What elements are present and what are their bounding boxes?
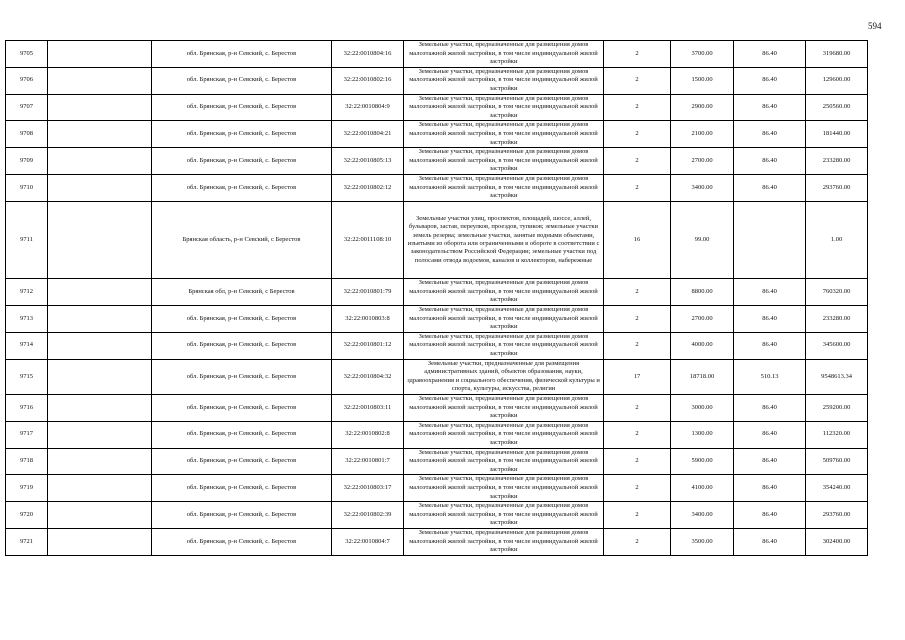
row-number-cell: 9714 [6,332,48,359]
table-row [6,421,868,448]
group-cell: 2 [604,529,671,556]
address-cell: обл. Брянская, р-н Севский, с. Берестов [152,67,332,94]
row-number-cell: 9707 [6,94,48,121]
cadastral-value-cell: 760320.00 [806,279,868,306]
blank-cell [48,421,152,448]
table-row [6,67,868,94]
address-cell: обл. Брянская, р-н Севский, с. Берестов [152,94,332,121]
address-cell: Брянская обл, р-н Севский, с Берестов [152,279,332,306]
blank-cell [48,306,152,333]
blank-cell [48,174,152,201]
table-row [6,201,868,279]
area-cell: 5900.00 [671,448,734,475]
rate-cell: 86.40 [734,148,806,175]
land-purpose-cell: Земельные участки, предназначенные для размещения домов малоэтажной жилой застройки, в том числе индивидуальной жилой застройки [404,121,604,148]
address-cell: обл. Брянская, р-н Севский, с. Берестов [152,121,332,148]
rate-cell [734,201,806,279]
blank-cell [48,332,152,359]
cadastral-number-cell: 32:22:0010801:12 [332,332,404,359]
cadastral-number-cell: 32:22:0010802:12 [332,174,404,201]
area-cell: 8800.00 [671,279,734,306]
cadastral-number-cell: 32:22:0010802:8 [332,421,404,448]
group-cell: 16 [604,201,671,279]
blank-cell [48,395,152,422]
area-cell: 2900.00 [671,94,734,121]
row-number-cell: 9716 [6,395,48,422]
table-row [6,529,868,556]
table-row [6,475,868,502]
cadastral-number-cell: 32:22:0011108:10 [332,201,404,279]
row-number-cell: 9711 [6,201,48,279]
cadastral-value-cell: 129600.00 [806,67,868,94]
row-number-cell: 9712 [6,279,48,306]
row-number-cell: 9720 [6,502,48,529]
address-cell: Брянская область, р-н Севский, с Берестов [152,201,332,279]
area-cell: 2700.00 [671,306,734,333]
group-cell: 2 [604,502,671,529]
rate-cell: 86.40 [734,332,806,359]
area-cell: 4100.00 [671,475,734,502]
blank-cell [48,475,152,502]
cadastral-number-cell: 32:22:0010804:21 [332,121,404,148]
blank-cell [48,148,152,175]
cadastral-value-cell: 293760.00 [806,174,868,201]
area-cell: 1300.00 [671,421,734,448]
cadastral-number-cell: 32:22:0010804:7 [332,529,404,556]
cadastral-value-cell: 9548613.34 [806,359,868,394]
table-row [6,306,868,333]
cadastral-number-cell: 32:22:0010802:39 [332,502,404,529]
address-cell: обл. Брянская, р-н Севский, с. Берестов [152,502,332,529]
blank-cell [48,121,152,148]
address-cell: обл. Брянская, р-н Севский, с. Берестов [152,529,332,556]
cadastral-value-cell: 181440.00 [806,121,868,148]
address-cell: обл. Брянская, р-н Севский, с. Берестов [152,475,332,502]
table-row [6,448,868,475]
blank-cell [48,448,152,475]
rate-cell: 86.40 [734,174,806,201]
cadastral-value-cell: 509760.00 [806,448,868,475]
group-cell: 2 [604,475,671,502]
blank-cell [48,359,152,394]
land-purpose-cell: Земельные участки, предназначенные для размещения домов малоэтажной жилой застройки, в том числе индивидуальной жилой застройки [404,174,604,201]
table-row [6,121,868,148]
address-cell: обл. Брянская, р-н Севский, с. Берестов [152,359,332,394]
area-cell: 3700.00 [671,41,734,68]
land-purpose-cell: Земельные участки, предназначенные для размещения домов малоэтажной жилой застройки, в том числе индивидуальной жилой застройки [404,332,604,359]
address-cell: обл. Брянская, р-н Севский, с. Берестов [152,41,332,68]
cadastral-value-cell: 354240.00 [806,475,868,502]
cadastral-value-cell: 233280.00 [806,148,868,175]
rate-cell: 86.40 [734,41,806,68]
table-row [6,41,868,68]
table-row [6,148,868,175]
area-cell: 3500.00 [671,529,734,556]
land-purpose-cell: Земельные участки, предназначенные для размещения домов малоэтажной жилой застройки, в том числе индивидуальной жилой застройки [404,502,604,529]
address-cell: обл. Брянская, р-н Севский, с. Берестов [152,306,332,333]
table-row [6,174,868,201]
rate-cell: 86.40 [734,121,806,148]
group-cell: 2 [604,67,671,94]
group-cell: 2 [604,395,671,422]
cadastral-number-cell: 32:22:0010803:8 [332,306,404,333]
cadastral-value-table [5,40,868,556]
table-row [6,502,868,529]
land-purpose-cell: Земельные участки, предназначенные для размещения домов малоэтажной жилой застройки, в том числе индивидуальной жилой застройки [404,395,604,422]
table-row [6,94,868,121]
area-cell: 2100.00 [671,121,734,148]
cadastral-value-cell: 1.00 [806,201,868,279]
rate-cell: 86.40 [734,67,806,94]
land-purpose-cell: Земельные участки, предназначенные для размещения домов малоэтажной жилой застройки, в том числе индивидуальной жилой застройки [404,67,604,94]
blank-cell [48,201,152,279]
table-body [6,41,868,556]
group-cell: 2 [604,121,671,148]
land-purpose-cell: Земельные участки, предназначенные для размещения домов малоэтажной жилой застройки, в том числе индивидуальной жилой застройки [404,529,604,556]
blank-cell [48,279,152,306]
address-cell: обл. Брянская, р-н Севский, с. Берестов [152,421,332,448]
cadastral-number-cell: 32:22:0010804:9 [332,94,404,121]
page-number: 594 [868,21,882,31]
row-number-cell: 9706 [6,67,48,94]
land-purpose-cell: Земельные участки, предназначенные для размещения домов малоэтажной жилой застройки, в том числе индивидуальной жилой застройки [404,148,604,175]
cadastral-value-cell: 112320.00 [806,421,868,448]
area-cell: 3400.00 [671,174,734,201]
area-cell: 3400.00 [671,502,734,529]
cadastral-value-cell: 250560.00 [806,94,868,121]
rate-cell: 86.40 [734,94,806,121]
group-cell: 2 [604,41,671,68]
group-cell: 2 [604,448,671,475]
land-purpose-cell: Земельные участки, предназначенные для размещения домов малоэтажной жилой застройки, в том числе индивидуальной жилой застройки [404,475,604,502]
address-cell: обл. Брянская, р-н Севский, с. Берестов [152,148,332,175]
cadastral-number-cell: 32:22:0010801:7 [332,448,404,475]
row-number-cell: 9705 [6,41,48,68]
area-cell: 3000.00 [671,395,734,422]
cadastral-number-cell: 32:22:0010804:16 [332,41,404,68]
table-row [6,395,868,422]
land-purpose-cell: Земельные участки, предназначенные для размещения административных зданий, объектов образования, науки, здравоохранения и социального обеспечения, физической культуры и спорта, культуры, искусства, религии [404,359,604,394]
cadastral-number-cell: 32:22:0010804:32 [332,359,404,394]
address-cell: обл. Брянская, р-н Севский, с. Берестов [152,395,332,422]
cadastral-value-cell: 345600.00 [806,332,868,359]
area-cell: 4000.00 [671,332,734,359]
cadastral-number-cell: 32:22:0010803:17 [332,475,404,502]
group-cell: 2 [604,332,671,359]
rate-cell: 86.40 [734,395,806,422]
land-purpose-cell: Земельные участки, предназначенные для размещения домов малоэтажной жилой застройки, в том числе индивидуальной жилой застройки [404,421,604,448]
row-number-cell: 9709 [6,148,48,175]
table-row [6,332,868,359]
cadastral-value-cell: 259200.00 [806,395,868,422]
blank-cell [48,529,152,556]
cadastral-value-cell: 302400.00 [806,529,868,556]
area-cell: 18718.00 [671,359,734,394]
address-cell: обл. Брянская, р-н Севский, с. Берестов [152,332,332,359]
row-number-cell: 9721 [6,529,48,556]
blank-cell [48,41,152,68]
rate-cell: 86.40 [734,529,806,556]
land-purpose-cell: Земельные участки, предназначенные для размещения домов малоэтажной жилой застройки, в том числе индивидуальной жилой застройки [404,94,604,121]
blank-cell [48,67,152,94]
area-cell: 99.00 [671,201,734,279]
land-purpose-cell: Земельные участки, предназначенные для размещения домов малоэтажной жилой застройки, в том числе индивидуальной жилой застройки [404,306,604,333]
table-row [6,359,868,394]
address-cell: обл. Брянская, р-н Севский, с. Берестов [152,448,332,475]
cadastral-number-cell: 32:22:0010805:13 [332,148,404,175]
group-cell: 2 [604,421,671,448]
cadastral-value-cell: 319680.00 [806,41,868,68]
group-cell: 2 [604,174,671,201]
cadastral-number-cell: 32:22:0010802:16 [332,67,404,94]
cadastral-value-cell: 293760.00 [806,502,868,529]
row-number-cell: 9719 [6,475,48,502]
cadastral-number-cell: 32:22:0010801:79 [332,279,404,306]
table-row [6,279,868,306]
land-purpose-cell: Земельные участки, предназначенные для размещения домов малоэтажной жилой застройки, в том числе индивидуальной жилой застройки [404,279,604,306]
rate-cell: 86.40 [734,475,806,502]
group-cell: 2 [604,306,671,333]
row-number-cell: 9718 [6,448,48,475]
area-cell: 2700.00 [671,148,734,175]
cadastral-number-cell: 32:22:0010803:11 [332,395,404,422]
row-number-cell: 9717 [6,421,48,448]
address-cell: обл. Брянская, р-н Севский, с. Берестов [152,174,332,201]
rate-cell: 86.40 [734,421,806,448]
blank-cell [48,94,152,121]
row-number-cell: 9708 [6,121,48,148]
row-number-cell: 9710 [6,174,48,201]
rate-cell: 86.40 [734,279,806,306]
row-number-cell: 9713 [6,306,48,333]
rate-cell: 510.13 [734,359,806,394]
group-cell: 2 [604,148,671,175]
blank-cell [48,502,152,529]
land-purpose-cell: Земельные участки, предназначенные для размещения домов малоэтажной жилой застройки, в том числе индивидуальной жилой застройки [404,41,604,68]
group-cell: 17 [604,359,671,394]
group-cell: 2 [604,279,671,306]
rate-cell: 86.40 [734,306,806,333]
land-purpose-cell: Земельные участки, предназначенные для размещения домов малоэтажной жилой застройки, в том числе индивидуальной жилой застройки [404,448,604,475]
area-cell: 1500.00 [671,67,734,94]
rate-cell: 86.40 [734,448,806,475]
row-number-cell: 9715 [6,359,48,394]
rate-cell: 86.40 [734,502,806,529]
land-purpose-cell: Земельные участки улиц, проспектов, площадей, шоссе, аллей, бульваров, застав, переулков, проездов, тупиков; земельные участки земель резерва; земельные участки, занятые водными объектами, изъятыми из оборота или ограниченными в обороте в соответствии с законодательством Российской Федерации; земельные участки под полосами отвода водоемов, каналов и коллекторов, набережные [404,201,604,279]
group-cell: 2 [604,94,671,121]
cadastral-value-cell: 233280.00 [806,306,868,333]
